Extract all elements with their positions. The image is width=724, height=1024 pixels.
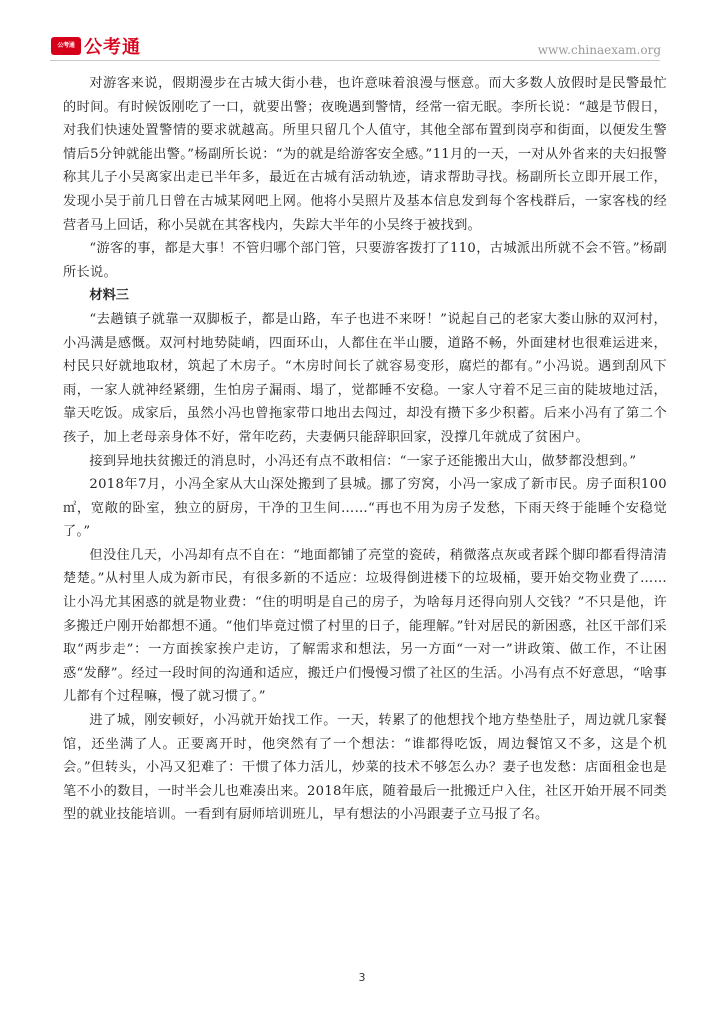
paragraph: 进了城，刚安顿好，小冯就开始找工作。一天，转累了的他想找个地方垫垫肚子，周边就几家餐馆，还坐满了人。正要离开时，他突然有了一个想法：“谁都得吃饭，周边餐馆又不多，这是个机会。”但转头，小冯又犯难了：干惯了体力活儿，炒菜的技术不够怎么办？妻子也发愁：店面租金也是笔不小的数目，一时半会儿也难凑出来。2018年底，随着最后一批搬迁户入住，社区开始开展不同类型的就业技能培训。一看到有厨师培训班儿，早有想法的小冯跟妻子立马报了名。	[63, 713, 667, 823]
paragraph: 接到异地扶贫搬迁的消息时，小冯还有点不敢相信：“一家子还能搬出大山，做梦都没想到。”	[89, 453, 637, 469]
logo-text[interactable]: 公考通	[84, 37, 141, 58]
paragraph: 对游客来说，假期漫步在古城大街小巷，也许意味着浪漫与惬意。而大多数人放假时是民警最忙的时间。有时候饭刚吃了一口，就要出警；夜晚遇到警情，经常一宿无眠。李所长说：“越是节假日，对我们快速处置警情的要求就越高。所里只留几个人值守，其他全部布置到岗亭和街面，以便发生警情后5分钟就能出警。”杨副所长说：“为的就是给游客安全感。”11月的一天，一对从外省来的夫妇报警称其儿子小吴离家出走已半年多，最近在古城有活动轨迹，请求帮助寻找。杨副所长立即开展工作，发现小吴于前几日曾在古城某网吧上网。他将小吴照片及基本信息发到每个客栈群后，一家客栈的经营者马上回话，称小吴就在其客栈内，失踪大半年的小吴终于被找到。	[63, 76, 667, 233]
page-number: 3	[358, 971, 366, 984]
site-url[interactable]: www.chinaexam.org	[537, 43, 661, 57]
page-header	[0, 0, 724, 64]
logo-badge[interactable]: 公考通	[51, 37, 81, 55]
section-heading: 材料三	[89, 288, 129, 304]
paragraph: “游客的事，都是大事！不管归哪个部门管，只要游客拨打了110，古城派出所就不会不管。”杨副所长说。	[63, 241, 667, 280]
paragraph: “去趟镇子就靠一双脚板子，都是山路，车子也进不来呀！”说起自己的老家大娄山脉的双河村，小冯满是感慨。双河村地势陡峭，四面环山，人都住在半山腰，道路不畅，外面建材也很难运进来，村民只好就地取材，筑起了木房子。“木房时间长了就容易变形，腐烂的都有。”小冯说。遇到刮风下雨，一家人就神经紧绷，生怕房子漏雨、塌了，觉都睡不安稳。一家人守着不足三亩的陡坡地过活，靠天吃饭。成家后，虽然小冯也曾拖家带口地出去闯过，却没有攒下多少积蓄。后来小冯有了第二个孩子，加上老母亲身体不好，常年吃药，夫妻俩只能辞职回家，没撑几年就成了贫困户。	[63, 311, 667, 445]
paragraph: 但没住几天，小冯却有点不自在：“地面都铺了亮堂的瓷砖，稍微落点灰或者踩个脚印都看得清清楚楚。”从村里人成为新市民，有很多新的不适应：垃圾得倒进楼下的垃圾桶，要开始交物业费了……让小冯尤其困惑的就是物业费：“住的明明是自己的房子，为啥每月还得向别人交钱？”不只是他，许多搬迁户刚开始都想不通。“他们毕竟过惯了村里的日子，能理解。”针对居民的新困惑，社区干部们采取“两步走”：一方面挨家挨户走访，了解需求和想法，另一方面“一对一”讲政策、做工作，不让困惑“发酵”。经过一段时间的沟通和适应，搬迁户们慢慢习惯了社区的生活。小冯有点不好意思，“啥事儿都有个过程嘛，慢了就习惯了。”	[63, 547, 667, 705]
document-body	[63, 72, 667, 827]
paragraph: 2018年7月，小冯全家从大山深处搬到了县城。挪了穷窝，小冯一家成了新市民。房子面积100㎡，宽敞的卧室，独立的厨房，干净的卫生间……“再也不用为房子发愁，下雨天终于能睡个安稳觉了。”	[63, 477, 667, 540]
header-divider	[50, 60, 660, 61]
